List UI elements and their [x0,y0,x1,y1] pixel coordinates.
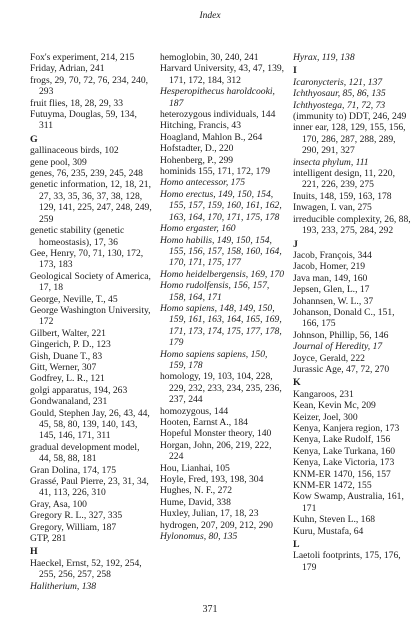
index-entry: Hume, David, 338 [160,496,231,508]
index-entry: Gregory R. L., 327, 335 [30,510,123,522]
index-entry: Inwagen, I. van, 275 [293,202,372,214]
index-entry: Homo rudolfensis, 156, 157, 158, 164, 171 [160,280,270,303]
index-entry: insecta phylum, 111 [293,156,369,168]
index-entry: Homo erectus, 149, 150, 154, 155, 157, 159, 160, 161, 162, 163, 164, 170, 171, 175, 178 [160,188,282,223]
index-entry: Kenya, Kanjera region, 173 [293,423,400,434]
index-entry: Johannsen, W. L., 37 [293,295,374,307]
index-entry: gallinaceous birds, 102 [30,145,119,157]
index-entry: Hofstadter, D., 220 [160,143,234,155]
index-letter-heading: I [293,65,297,77]
index-entry: Homo sapiens sapiens, 150, 159, 178 [160,348,268,371]
index-entry: Gilbert, Walter, 221 [30,327,106,339]
index-entry: Harvard University, 43, 47, 139, 171, 172, 184, 312 [160,63,285,86]
index-entry: heterozygous individuals, 144 [160,109,276,121]
index-letter-heading: L [293,539,300,551]
index-entry: Jacob, Homer, 219 [293,261,366,273]
index-entry: Horgan, John, 206, 219, 222, 224 [160,439,272,463]
index-entry: genetic stability (genetic homeostasis), 17, 36 [30,225,125,248]
index-entry: hydrogen, 207, 209, 212, 290 [160,519,273,531]
index-entry: Johanson, Donald C., 151, 166, 175 [293,306,395,330]
index-entry: Gingerich, P. D., 123 [30,339,111,351]
index-letter-heading: G [30,133,38,145]
index-entry: homozygous, 144 [160,405,229,417]
running-header: Index [199,11,221,21]
index-entry: Hohenberg, P., 299 [160,154,234,166]
index-entry: Hooten, Earnst A., 184 [160,417,248,428]
index-entry: Homo antecessor, 175 [160,177,246,189]
index-entry: genes, 76, 235, 239, 245, 248 [30,168,143,180]
index-entry: Jacob, François, 344 [293,249,372,261]
index-entry: George, Neville, T., 45 [30,293,118,305]
index-entry: Godfrey, L. R., 121 [30,373,105,385]
index-entry: Gregory, William, 187 [30,521,117,533]
index-entry: Gran Dolina, 174, 175 [30,464,117,476]
index-entry: Hylonomus, 80, 135 [160,531,238,543]
index-entry: Huxley, Julian, 17, 18, 23 [160,508,259,520]
index-column-2 [160,52,285,542]
index-entry: homology, 19, 103, 104, 228, 229, 232, 233, 234, 235, 236, 237, 244 [160,371,282,406]
index-entry: Halitherium, 138 [30,580,97,592]
index-entry: Inuits, 148, 159, 163, 178 [293,190,392,202]
index-entry: Friday, Adrian, 241 [30,63,105,75]
index-entry: Kean, Kevin Mc, 209 [293,400,376,412]
index-entry: Hughes, N. F., 272 [160,485,232,497]
index-entry: golgi apparatus, 194, 263 [30,384,128,396]
index-entry: Hou, Lianhai, 105 [160,462,230,474]
index-entry: KNM-ER 1470, 156, 157 [293,468,391,480]
index-entry: Kenya, Lake Turkana, 160 [293,445,396,457]
index-entry: Haeckel, Ernst, 52, 192, 254, 255, 256, 257, 258 [30,557,142,581]
index-entry: Gish, Duane T., 83 [30,350,103,362]
index-letter-heading: J [293,238,298,250]
index-entry: Ichthyostega, 71, 72, 73 [293,99,386,111]
index-entry: hemoglobin, 30, 240, 241 [160,52,259,63]
index-entry: Kangaroos, 231 [293,388,354,400]
index-entry: Grassé, Paul Pierre, 23, 31, 34, 41, 113, 226, 310 [30,476,149,499]
index-entry: hominids 155, 171, 172, 179 [160,166,271,178]
index-entry: Kenya, Lake Rudolf, 156 [293,434,391,446]
index-entry: Homo ergaster, 160 [160,223,236,235]
index-entry: genetic information, 12, 18, 21, 27, 33, 35, 36, 37, 38, 128, 129, 141, 225, 247, 248, 249, 259 [30,179,152,225]
index-entry: (immunity to) DDT, 246, 249 [293,111,407,123]
index-entry: Homo habilis, 149, 150, 154, 155, 156, 157, 158, 160, 164, 170, 171, 175, 177 [160,234,282,269]
index-entry: Hesperopithecus haroldcooki, 187 [160,86,275,109]
index-entry: Journal of Heredity, 17 [293,341,383,353]
index-letter-heading: K [293,377,301,389]
index-entry: Hoagland, Mahlon B., 264 [160,131,263,143]
index-entry: Keizer, Joel, 300 [293,411,358,423]
index-entry: gene pool, 309 [30,156,87,168]
index-entry: Gould, Stephen Jay, 26, 43, 44, 45, 58, 80, 139, 140, 143, 145, 146, 171, 311 [30,407,150,442]
index-entry: Joyce, Gerald, 222 [293,352,365,364]
index-entry: Gray, Asa, 100 [30,498,87,510]
index-entry: Jepsen, Glen, L., 17 [293,284,370,296]
index-entry: Kow Swamp, Australia, 161, 171 [293,491,404,514]
index-column-1 [30,52,152,592]
index-entry: Gee, Henry, 70, 71, 130, 172, 173, 183 [30,247,144,271]
index-entry: Kuru, Mustafa, 64 [293,525,364,537]
index-entry: Icaronycteris, 121, 137 [293,76,383,88]
index-entry: KNM-ER 1472, 155 [293,480,372,492]
index-entry: Laetoli footprints, 175, 176, 179 [293,550,401,573]
index-entry: Homo heidelbergensis, 169, 170 [160,268,285,280]
index-entry: Fox's experiment, 214, 215 [30,52,135,63]
page-number: 371 [202,604,218,615]
index-entry: frogs, 29, 70, 72, 76, 234, 240, 293 [30,74,149,98]
index-entry: Hoyle, Fred, 193, 198, 304 [160,474,264,486]
index-entry: Gondwanaland, 231 [30,396,108,408]
index-entry: George Washington University, 172 [30,304,151,328]
index-letter-heading: H [30,546,38,558]
index-entry: Gitt, Werner, 307 [30,361,97,373]
index-entry: Homo sapiens, 148, 149, 150, 159, 161, 163, 164, 165, 169, 171, 173, 174, 175, 177, 178, 179 [160,302,282,349]
index-entry: intelligent design, 11, 220, 221, 226, 239, 275 [293,168,395,191]
index-entry: Geological Society of America, 17, 18 [30,270,151,294]
index-entry: inner ear, 128, 129, 155, 156, 170, 286, 287, 288, 289, 290, 291, 327 [293,122,406,157]
index-entry: fruit flies, 18, 28, 29, 33 [30,97,123,109]
index-entry: Hyrax, 119, 138 [293,52,355,63]
index-entry: Ichthyosaur, 85, 86, 135 [293,88,386,100]
index-entry: Hopeful Monster theory, 140 [160,428,272,440]
index-entry: Java man, 149, 160 [293,272,368,284]
index-column-3 [293,52,413,573]
index-entry: Jurassic Age, 47, 72, 270 [293,363,390,375]
index-entry: irreducible complexity, 26, 88, 193, 233, 275, 284, 292 [293,213,411,237]
index-entry: Hitching, Francis, 43 [160,120,242,132]
index-entry: Kenya, Lake Victoria, 173 [293,457,395,469]
index-entry: GTP, 281 [30,533,67,545]
index-entry: Futuyma, Douglas, 59, 134, 311 [30,109,137,132]
index-entry: Kuhn, Steven L., 168 [293,514,376,526]
index-entry: Johnson, Phillip, 56, 146 [293,329,389,341]
index-entry: gradual development model, 44, 58, 88, 181 [30,441,140,465]
